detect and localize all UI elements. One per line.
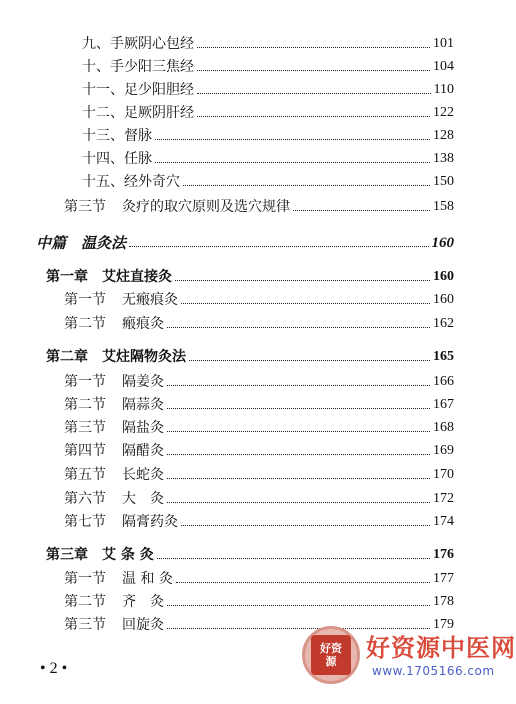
toc-entry	[64, 461, 454, 483]
toc-entry	[64, 437, 454, 459]
dot-leader	[167, 326, 430, 328]
toc-entry-title: 十五、经外奇穴	[82, 174, 180, 190]
dot-leader	[181, 302, 430, 304]
dot-leader	[129, 245, 428, 247]
toc-page-number: 101	[433, 36, 454, 51]
toc-entry	[82, 30, 454, 52]
toc-entry-title	[64, 443, 164, 459]
toc-section-number: 第三节	[64, 420, 106, 436]
toc-entry	[64, 310, 454, 332]
toc-page-number: 150	[433, 174, 454, 189]
dot-leader	[175, 279, 430, 281]
toc-entry-title	[64, 617, 164, 633]
dot-leader	[181, 524, 430, 526]
toc-page-number: 104	[433, 59, 454, 74]
toc-page-number: 160	[433, 292, 454, 307]
toc-section-number: 第三节	[64, 199, 106, 215]
toc-entry	[64, 485, 454, 507]
toc-section-title: 瘢痕灸	[122, 316, 164, 332]
toc-page-number: 178	[433, 594, 454, 609]
dot-leader	[189, 359, 430, 361]
dot-leader	[176, 581, 430, 583]
toc-section-title: 隔蒜灸	[122, 397, 164, 413]
toc-page-number: 110	[433, 82, 454, 97]
toc-section-title: 灸疗的取穴原则及选穴规律	[122, 199, 290, 215]
toc-page-number: 128	[433, 128, 454, 143]
dot-leader	[167, 604, 430, 606]
toc-entry	[64, 286, 454, 308]
watermark-seal-icon	[302, 626, 360, 684]
toc-entry-title	[64, 420, 164, 436]
toc-page-number: 176	[433, 547, 454, 562]
dot-leader	[167, 453, 430, 455]
dot-leader	[157, 557, 430, 559]
toc-section-number: 第四节	[64, 443, 106, 459]
dot-leader	[293, 209, 430, 211]
toc-page-number: 162	[433, 316, 454, 331]
toc-page-number: 170	[433, 467, 454, 482]
toc-entry-title: 第二章 艾炷隔物灸法	[46, 349, 186, 365]
toc-section-title: 隔姜灸	[122, 374, 164, 390]
dot-leader	[197, 92, 431, 94]
toc-part	[36, 229, 454, 251]
toc-entry	[82, 168, 454, 190]
toc-section-number: 第二节	[64, 316, 106, 332]
dot-leader	[155, 161, 430, 163]
toc-section-title: 齐 灸	[122, 594, 164, 610]
toc-entry	[64, 193, 454, 215]
toc-entry	[64, 414, 454, 436]
toc-entry-title	[64, 514, 178, 530]
toc-entry	[82, 53, 454, 75]
toc-page-number: 167	[433, 397, 454, 412]
toc-chapter	[46, 263, 454, 285]
toc-section-title: 隔膏药灸	[122, 514, 178, 530]
toc-entry-title	[64, 316, 164, 332]
toc-entry-title: 十四、任脉	[82, 151, 152, 167]
toc-page-number: 172	[433, 491, 454, 506]
toc-section-title: 回旋灸	[122, 617, 164, 633]
toc-page-number: 168	[433, 420, 454, 435]
toc-section-number: 第三节	[64, 617, 106, 633]
dot-leader	[167, 501, 430, 503]
toc-entry	[82, 76, 454, 98]
toc-section-number: 第二节	[64, 397, 106, 413]
toc-section-title: 无瘢痕灸	[122, 292, 178, 308]
dot-leader	[197, 46, 430, 48]
toc-entry	[64, 508, 454, 530]
toc-entry	[82, 145, 454, 167]
seal-text-line2: 源	[325, 655, 337, 668]
toc-entry-title	[64, 292, 178, 308]
toc-entry	[64, 565, 454, 587]
toc-entry-title: 九、手厥阴心包经	[82, 36, 194, 52]
toc-entry-title: 十二、足厥阴肝经	[82, 105, 194, 121]
toc-page-number: 166	[433, 374, 454, 389]
toc-entry	[64, 391, 454, 413]
toc-section-number: 第二节	[64, 594, 106, 610]
dot-leader	[167, 384, 430, 386]
toc-section-number: 第七节	[64, 514, 106, 530]
toc-entry-title: 十一、足少阳胆经	[82, 82, 194, 98]
toc-page-number: 169	[433, 443, 454, 458]
watermark	[300, 622, 516, 704]
toc-entry-title	[64, 374, 164, 390]
page-number: • 2 •	[40, 660, 68, 677]
toc-entry-title	[64, 467, 164, 483]
dot-leader	[167, 407, 430, 409]
toc-section-title: 隔醋灸	[122, 443, 164, 459]
toc-entry-title: 中篇 温灸法	[36, 234, 127, 252]
dot-leader	[197, 69, 430, 71]
toc-entry	[82, 99, 454, 121]
toc-section-number: 第一节	[64, 571, 106, 587]
toc-entry-title: 第一章 艾炷直接灸	[46, 269, 172, 285]
toc-section-title: 大 灸	[122, 491, 164, 507]
toc-entry-title: 十三、督脉	[82, 128, 152, 144]
toc-page-number: 122	[433, 105, 454, 120]
toc-page-number: 160	[433, 269, 454, 284]
toc-section-number: 第五节	[64, 467, 106, 483]
watermark-title: 好资源中医网	[366, 634, 516, 662]
dot-leader	[167, 477, 430, 479]
dot-leader	[155, 138, 430, 140]
dot-leader	[167, 430, 430, 432]
toc-section-number: 第六节	[64, 491, 106, 507]
toc-entry-title	[64, 491, 164, 507]
toc-page-number: 160	[431, 235, 454, 251]
toc-page-number: 174	[433, 514, 454, 529]
toc-section-title: 温 和 灸	[122, 571, 173, 587]
toc-entry-title	[64, 397, 164, 413]
toc-entry	[82, 122, 454, 144]
toc-section-title: 隔盐灸	[122, 420, 164, 436]
toc-entry-title: 十、手少阳三焦经	[82, 59, 194, 75]
watermark-url: www.1705166.com	[372, 664, 495, 678]
toc-chapter	[46, 541, 454, 563]
toc-chapter	[46, 343, 454, 365]
toc-section-title: 长蛇灸	[122, 467, 164, 483]
toc-entry	[64, 368, 454, 390]
dot-leader	[197, 115, 430, 117]
toc-entry-title	[64, 199, 290, 215]
toc-entry-title: 第三章 艾 条 灸	[46, 547, 154, 563]
toc-page-number: 177	[433, 571, 454, 586]
toc-entry	[64, 588, 454, 610]
toc-section-number: 第一节	[64, 374, 106, 390]
toc-page-number: 165	[433, 349, 454, 364]
toc-page-number: 158	[433, 199, 454, 214]
toc-entry-title	[64, 571, 173, 587]
toc-entry-title	[64, 594, 164, 610]
toc-page-number: 179	[433, 617, 454, 632]
seal-text-line1: 好资	[320, 642, 342, 655]
dot-leader	[183, 184, 430, 186]
toc-section-number: 第一节	[64, 292, 106, 308]
toc-page-number: 138	[433, 151, 454, 166]
